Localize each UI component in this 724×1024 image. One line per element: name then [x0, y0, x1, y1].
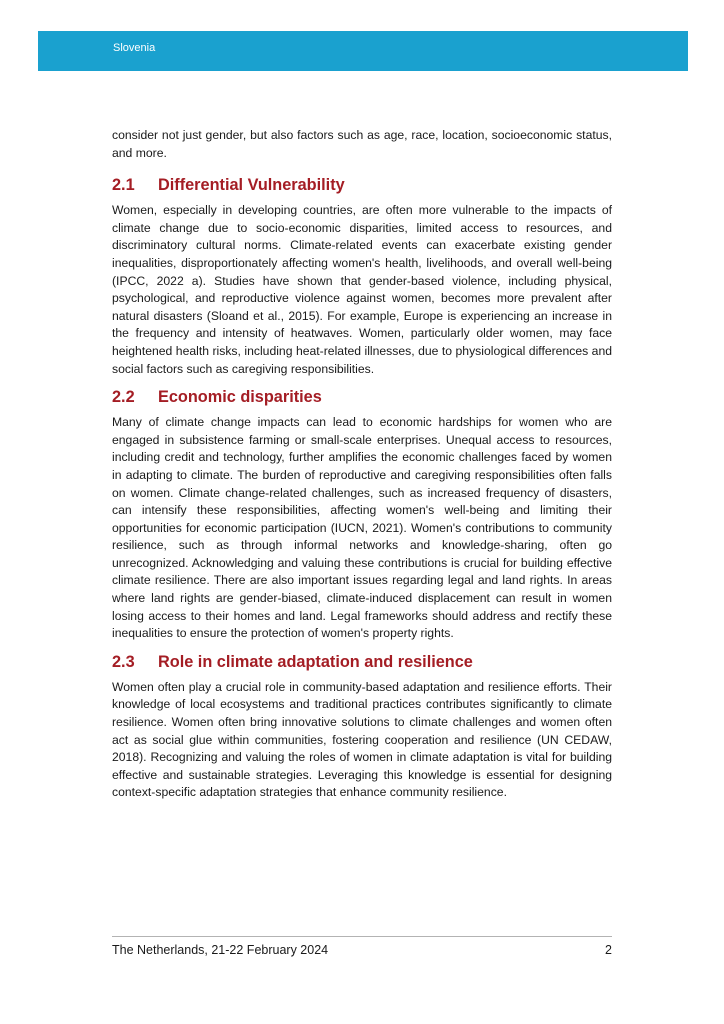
section-heading-2-3 — [112, 651, 612, 673]
section-number: 2.2 — [112, 388, 135, 407]
section-heading-2-2 — [112, 386, 612, 408]
page-number: 2 — [605, 943, 612, 957]
section-body-2-3: Women often play a crucial role in community-based adaptation and resilience efforts. Their knowledge of local ecosystems and traditional practices contributes significantly to climate resilience. Women often bring innovative solutions to climate challenges and women often act as social glue within communities, fostering cooperation and resilience (UN CEDAW, 2018). Recognizing and valuing the roles of women in climate adaptation is vital for building effective and sustainable strategies. Leveraging this knowledge is essential for designing context-specific adaptation strategies that enhance community resilience. — [112, 679, 612, 800]
header-bar — [38, 31, 688, 71]
section-number: 2.1 — [112, 176, 135, 195]
section-title: Role in climate adaptation and resilience — [158, 652, 473, 671]
section-heading-2-1 — [112, 174, 612, 196]
footer-divider — [112, 936, 612, 937]
header-country-label: Slovenia — [113, 42, 156, 54]
section-title: Differential Vulnerability — [158, 176, 345, 195]
section-body-2-2: Many of climate change impacts can lead to economic hardships for women who are engaged in subsistence farming or small-scale enterprises. Unequal access to resources, including credit and technology, further amplifies the economic challenges faced by women in adapting to climate. The burden of reproductive and caregiving responsibilities often falls on women. Climate change-related challenges, such as increased frequency of disasters, can intensify these responsibilities, affecting women's well-being and limiting their opportunities for economic participation (IUCN, 2021). Women's contributions to community resilience, such as through informal networks and knowledge-sharing, often go unrecognized. Acknowledging and valuing these contributions is crucial for building effective climate resilience. There are also important issues regarding legal and land rights. In areas where land rights are gender-biased, climate-induced displacement can result in women losing access to their homes and land. Legal frameworks should address and rectify these inequalities to ensure the protection of women's property rights. — [112, 415, 612, 641]
section-title: Economic disparities — [158, 388, 322, 407]
footer-event: The Netherlands, 21-22 February 2024 — [112, 943, 329, 957]
page-content — [112, 127, 612, 802]
section-body-2-1: Women, especially in developing countries, are often more vulnerable to the impacts of climate change due to socio-economic disparities, limited access to resources, and discriminatory cultural norms. Climate-related events can exacerbate existing gender inequalities, disproportionately affecting women's health, livelihoods, and overall well-being (IPCC, 2022 a). Studies have shown that gender-based violence, including physical, psychological, and reproductive violence against women, becomes more prevalent after natural disasters (Sloand et al., 2015). For example, Europe is experiencing an increase in the frequency and intensity of heatwaves. Women, particularly older women, may face heightened health risks, including heat-related illnesses, due to physiological differences and social factors such as caregiving responsibilities. — [112, 203, 612, 376]
intro-paragraph: consider not just gender, but also factors such as age, race, location, socioeconomic status, and more. — [112, 128, 612, 160]
section-number: 2.3 — [112, 652, 135, 671]
